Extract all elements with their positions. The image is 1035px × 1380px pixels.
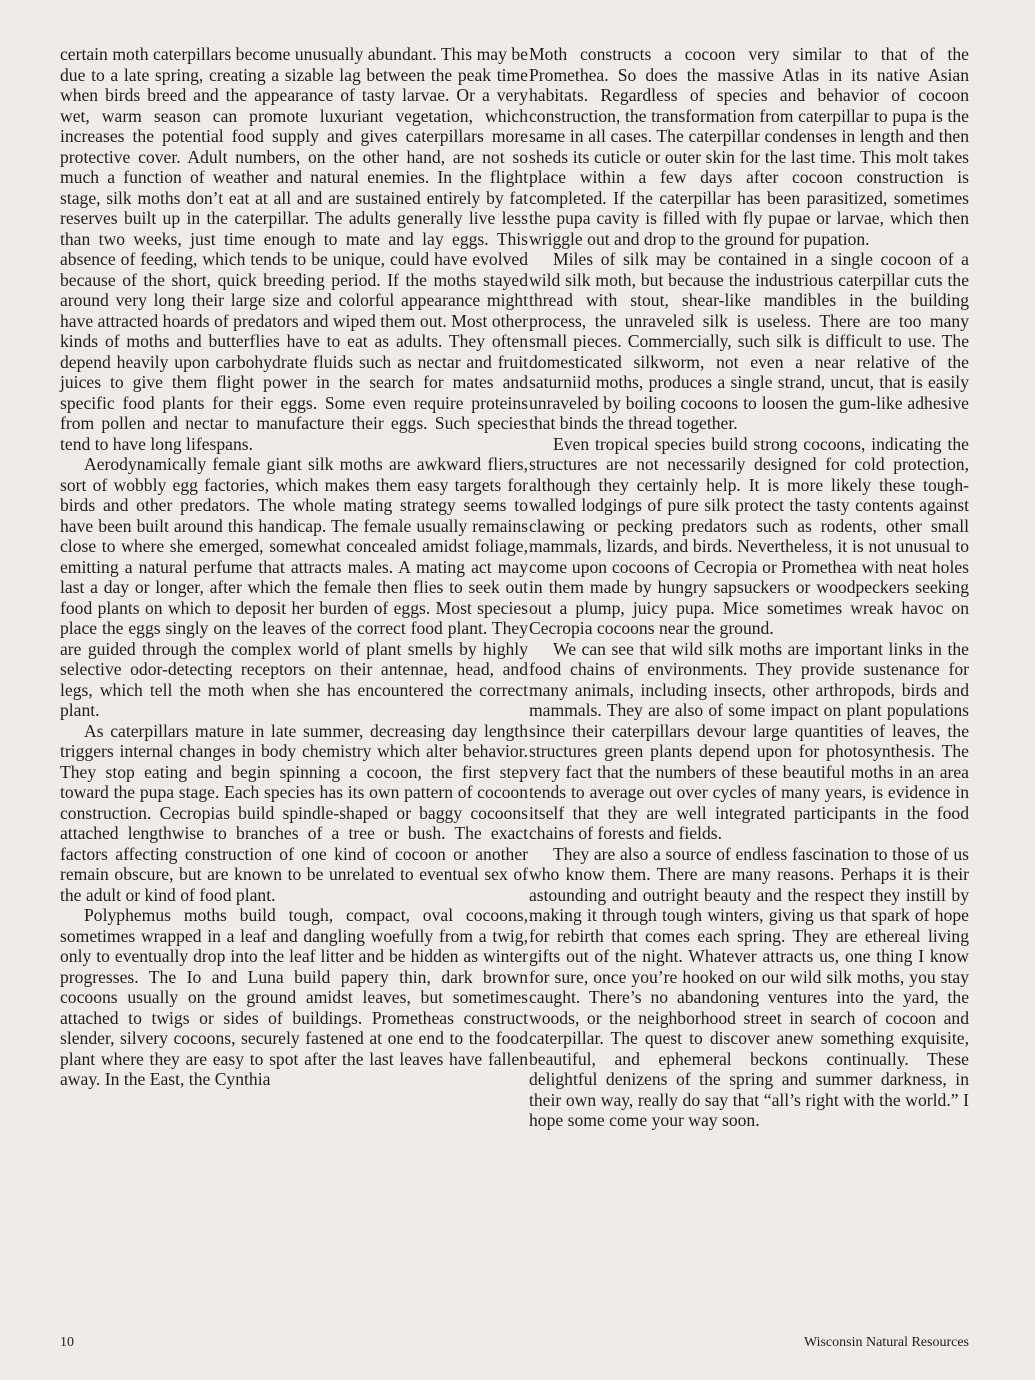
left-paragraph-1: certain moth caterpillars become unusually abundant. This may be due to a late spring, creating a sizable lag between the peak time when birds breed and the appearance of tasty larvae. Or a very wet, warm season can promote luxuriant vegetation, which increases the potential food supply and gives caterpillars more protective cover. Adult numbers, on the other hand, are not so much a function of weather and natural enemies. In the flight stage, silk moths don’t eat at all and are sustained entirely by fat reserves built up in the caterpillar. The adults generally live less than two weeks, just time enough to mate and lay eggs. This absence of feeding, which tends to be unique, could have evolved because of the short, quick breeding period. If the moths stayed around very long their large size and colorful appearance might have attracted hoards of predators and wiped them out. Most other kinds of moths and butterflies have to eat as adults. They often depend heavily upon carbohydrate fluids such as nectar and fruit juices to give them flight power in the search for mates and specific food plants for their eggs. Some even require proteins from pollen and nectar to manufacture their eggs. Such species tend to have long lifespans. xyxy=(60,44,528,454)
right-paragraph-2: Miles of silk may be contained in a single cocoon of a wild silk moth, but because the industrious caterpillar cuts the thread with stout, shear-like mandibles in the building process, the unraveled silk is useless. There are too many small pieces. Commercially, such silk is difficult to use. The domesticated silkworm, not even a near relative of the saturniid moths, produces a single strand, uncut, that is easily unraveled by boiling cocoons to loosen the gum-like adhesive that binds the thread together. xyxy=(529,249,969,433)
left-paragraph-3: As caterpillars mature in late summer, decreasing day length triggers internal changes in body chemistry which alter behavior. They stop eating and begin spinning a cocoon, the first step toward the pupa stage. Each species has its own pattern of cocoon construction. Cecropias build spindle-shaped or baggy cocoons attached lengthwise to branches of a tree or bush. The exact factors affecting construction of one kind of cocoon or another remain obscure, but are known to be unrelated to eventual sex of the adult or kind of food plant. xyxy=(60,720,528,905)
right-paragraph-4: We can see that wild silk moths are important links in the food chains of environments. They provide sustenance for many animals, including insects, other arthropods, birds and mammals. They are also of some impact on plant populations since their caterpillars devour large quantities of leaves, the structures green plants depend upon for photosynthesis. The very fact that the numbers of these beautiful moths in an area tends to average out over cycles of many years, is evidence in itself that they are well integrated participants in the food chains of forests and fields. xyxy=(529,638,969,843)
left-paragraph-2: Aerodynamically female giant silk moths are awkward fliers, sort of wobbly egg factories, which makes them easy targets for birds and other predators. The whole mating strategy seems to have been built around this handicap. The female usually remains close to where she emerged, somewhat concealed amidst foliage, emitting a natural perfume that attracts males. A mating act may last a day or longer, after which the female then flies to seek out food plants on which to deposit her burden of eggs. Most species place the eggs singly on the leaves of the correct food plant. They are guided through the complex world of plant smells by highly selective odor-detecting receptors on their antennae, head, and legs, which tell the moth when she has encountered the correct plant. xyxy=(60,454,528,720)
right-column xyxy=(529,44,969,1131)
right-paragraph-3: Even tropical species build strong cocoons, indicating the structures are not necessarily designed for cold protection, although they certainly help. It is more likely these tough-walled lodgings of pure silk protect the tasty contents against clawing or pecking predators such as rodents, other small mammals, lizards, and birds. Nevertheless, it is not unusual to come upon cocoons of Cecropia or Promethea with neat holes in them made by hungry sapsuckers or woodpeckers seeking out a plump, juicy pupa. Mice sometimes wreak havoc on Cecropia cocoons near the ground. xyxy=(529,433,969,638)
right-paragraph-5: They are also a source of endless fascination to those of us who know them. There are many reasons. Perhaps it is their astounding and outright beauty and the respect they instill by making it through tough winters, giving us that spark of hope for rebirth that comes each spring. They are ethereal living gifts out of the night. Whatever attracts us, one thing I know for sure, once you’re hooked on our wild silk moths, you stay caught. There’s no abandoning ventures into the yard, the woods, or the neighborhood street in search of cocoon and caterpillar. The quest to discover anew something exquisite, beautiful, and ephemeral beckons continually. These delightful denizens of the spring and summer darkness, in their own way, really do say that “all’s right with the world.” I hope some come your way soon. xyxy=(529,843,969,1130)
page-number: 10 xyxy=(60,1335,74,1350)
right-paragraph-1: Moth constructs a cocoon very similar to that of the Promethea. So does the massive Atlas in its native Asian habitats. Regardless of species and behavior of cocoon construction, the transformation from caterpillar to pupa is the same in all cases. The caterpillar condenses in length and then sheds its cuticle or outer skin for the last time. This molt takes place within a few days after cocoon construction is completed. If the caterpillar has been parasitized, sometimes the pupa cavity is filled with fly pupae or larvae, which then wriggle out and drop to the ground for pupation. xyxy=(529,44,969,249)
left-paragraph-4: Polyphemus moths build tough, compact, oval cocoons, sometimes wrapped in a leaf and dangling woefully from a twig, only to eventually drop into the leaf litter and be hidden as winter progresses. The Io and Luna build papery thin, dark brown cocoons usually on the ground amidst leaves, but sometimes attached to twigs or sides of buildings. Prometheas construct slender, silvery cocoons, securely fastened at one end to the food plant where they are easy to spot after the last leaves have fallen away. In the East, the Cynthia xyxy=(60,905,528,1089)
left-column xyxy=(60,44,528,1090)
publication-name: Wisconsin Natural Resources xyxy=(803,1335,969,1350)
